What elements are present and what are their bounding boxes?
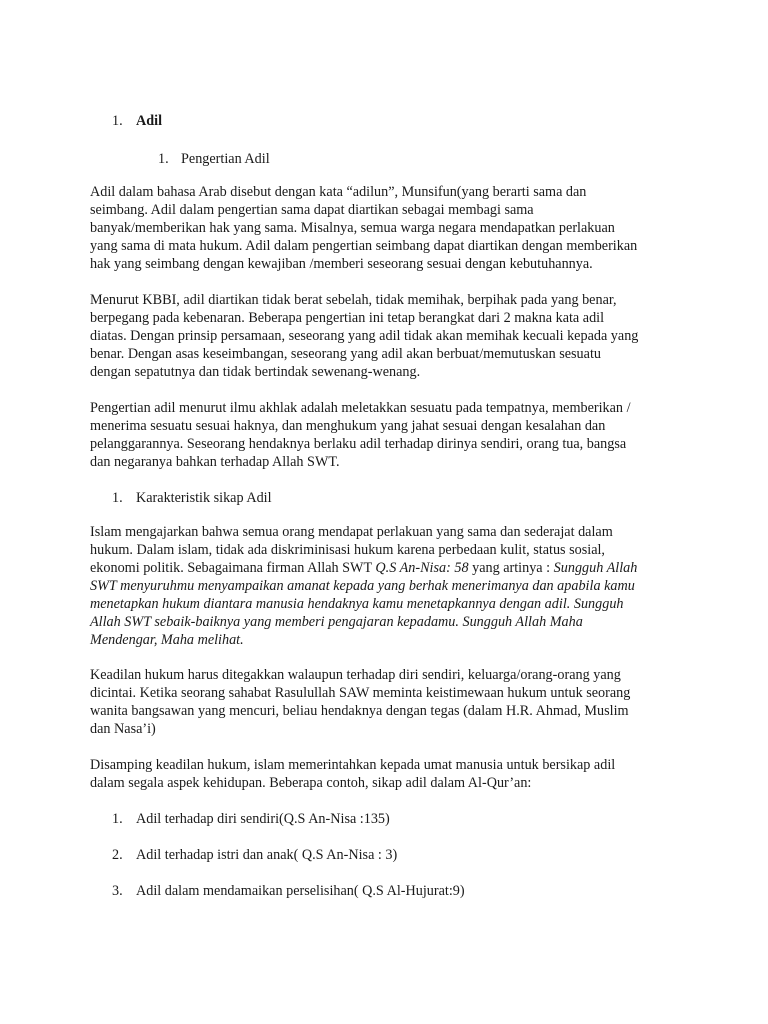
subheading-number: 1. [112,490,123,506]
paragraph-line: hukum. Dalam islam, tidak ada diskriminisasi hukum karena perbedaan kulit, status sosial, [90,542,605,558]
paragraph-line-with-quote [90,559,680,577]
paragraph-line: dan negaranya bahkan terhadap Allah SWT. [90,454,340,470]
list-number: 1. [112,811,123,827]
heading-number: 1. [112,113,123,129]
quran-reference: Q.S An-Nisa: 58 [375,560,469,576]
paragraph-aspek-kehidupan [90,756,680,792]
paragraph-line: banyak/memberikan hak yang sama. Misalnya, semua warga negara mendapatkan perlakuan [90,220,615,236]
paragraph-line: Islam mengajarkan bahwa semua orang mendapat perlakuan yang sama dan sederajat dalam [90,524,613,540]
paragraph-line: Pengertian adil menurut ilmu akhlak adalah meletakkan sesuatu pada tempatnya, memberikan / [90,400,631,416]
paragraph-definition-arabic [90,183,680,273]
paragraph-definition-kbbi [90,291,680,381]
quote-text: Sungguh Allah [553,560,638,576]
paragraph-line: Disamping keadilan hukum, islam memerintahkan kepada umat manusia untuk bersikap adil [90,757,616,773]
list-text: Adil terhadap diri sendiri(Q.S An-Nisa :135) [136,811,390,827]
paragraph-text: ekonomi politik. Sebagaimana firman Allah SWT [90,560,376,576]
paragraph-line: Menurut KBBI, adil diartikan tidak berat sebelah, tidak memihak, berpihak pada yang benar, [90,292,617,308]
paragraph-line: dengan sepatutnya dan tidak bertindak sewenang-wenang. [90,364,421,380]
list-number: 3. [112,883,123,899]
paragraph-line: hak yang seimbang dengan kewajiban /memberi seseorang sesuai dengan kebutuhannya. [90,256,593,272]
quote-line: Allah SWT sebaik-baiknya yang memberi pengajaran kepadamu. Sungguh Allah Maha [90,614,583,630]
paragraph-line: pelanggarannya. Seseorang hendaknya berlaku adil terhadap dirinya sendiri, orang tua, bangsa [90,436,627,452]
paragraph-line: Adil dalam bahasa Arab disebut dengan kata “adilun”, Munsifun(yang berarti sama dan [90,184,587,200]
quote-line: menetapkan hukum diantara manusia hendaknya kamu menetapkannya dengan adil. Sungguh [90,596,624,612]
paragraph-line: yang sama di mata hukum. Adil dalam pengertian seimbang dapat diartikan dengan memberikan [90,238,638,254]
list-text: Adil terhadap istri dan anak( Q.S An-Nisa : 3) [136,847,398,863]
subheading-title: Pengertian Adil [181,151,270,167]
quote-line: Mendengar, Maha melihat. [90,632,244,648]
paragraph-line: Keadilan hukum harus ditegakkan walaupun terhadap diri sendiri, keluarga/orang-orang yang [90,667,621,683]
list-number: 2. [112,847,123,863]
list-text: Adil dalam mendamaikan perselisihan( Q.S Al-Hujurat:9) [136,883,465,899]
paragraph-line: dicintai. Ketika seorang sahabat Rasulullah SAW meminta keistimewaan hukum untuk seorang [90,685,631,701]
paragraph-line: benar. Dengan asas keseimbangan, seseorang yang adil akan berbuat/memutuskan sesuatu [90,346,601,362]
paragraph-line: menerima sesuatu sesuai haknya, dan menghukum yang jahat sesuai dengan kesalahan dan [90,418,606,434]
paragraph-line: wanita bangsawan yang mencuri, beliau hendaknya dengan tegas (dalam H.R. Ahmad, Muslim [90,703,629,719]
paragraph-karakteristik [90,523,680,649]
paragraph-line: diatas. Dengan prinsip persamaan, seseorang yang adil tidak akan memihak kecuali kepada yang [90,328,639,344]
paragraph-line: seimbang. Adil dalam pengertian sama dapat diartikan sebagai membagi sama [90,202,534,218]
subheading-number: 1. [158,151,169,167]
quote-line: SWT menyuruhmu menyampaikan amanat kepada yang berhak menerimanya dan apabila kamu [90,578,635,594]
heading-title: Adil [136,113,163,129]
paragraph-text: yang artinya : [468,560,554,576]
paragraph-line: dan Nasa’i) [90,721,156,737]
paragraph-line: berpegang pada kebenaran. Beberapa pengertian ini tetap berangkat dari 2 makna kata adil [90,310,605,326]
paragraph-line: dalam segala aspek kehidupan. Beberapa contoh, sikap adil dalam Al-Qur’an: [90,775,532,791]
subheading-title: Karakteristik sikap Adil [136,490,272,506]
paragraph-keadilan-hukum [90,666,680,738]
paragraph-definition-akhlak [90,399,680,471]
